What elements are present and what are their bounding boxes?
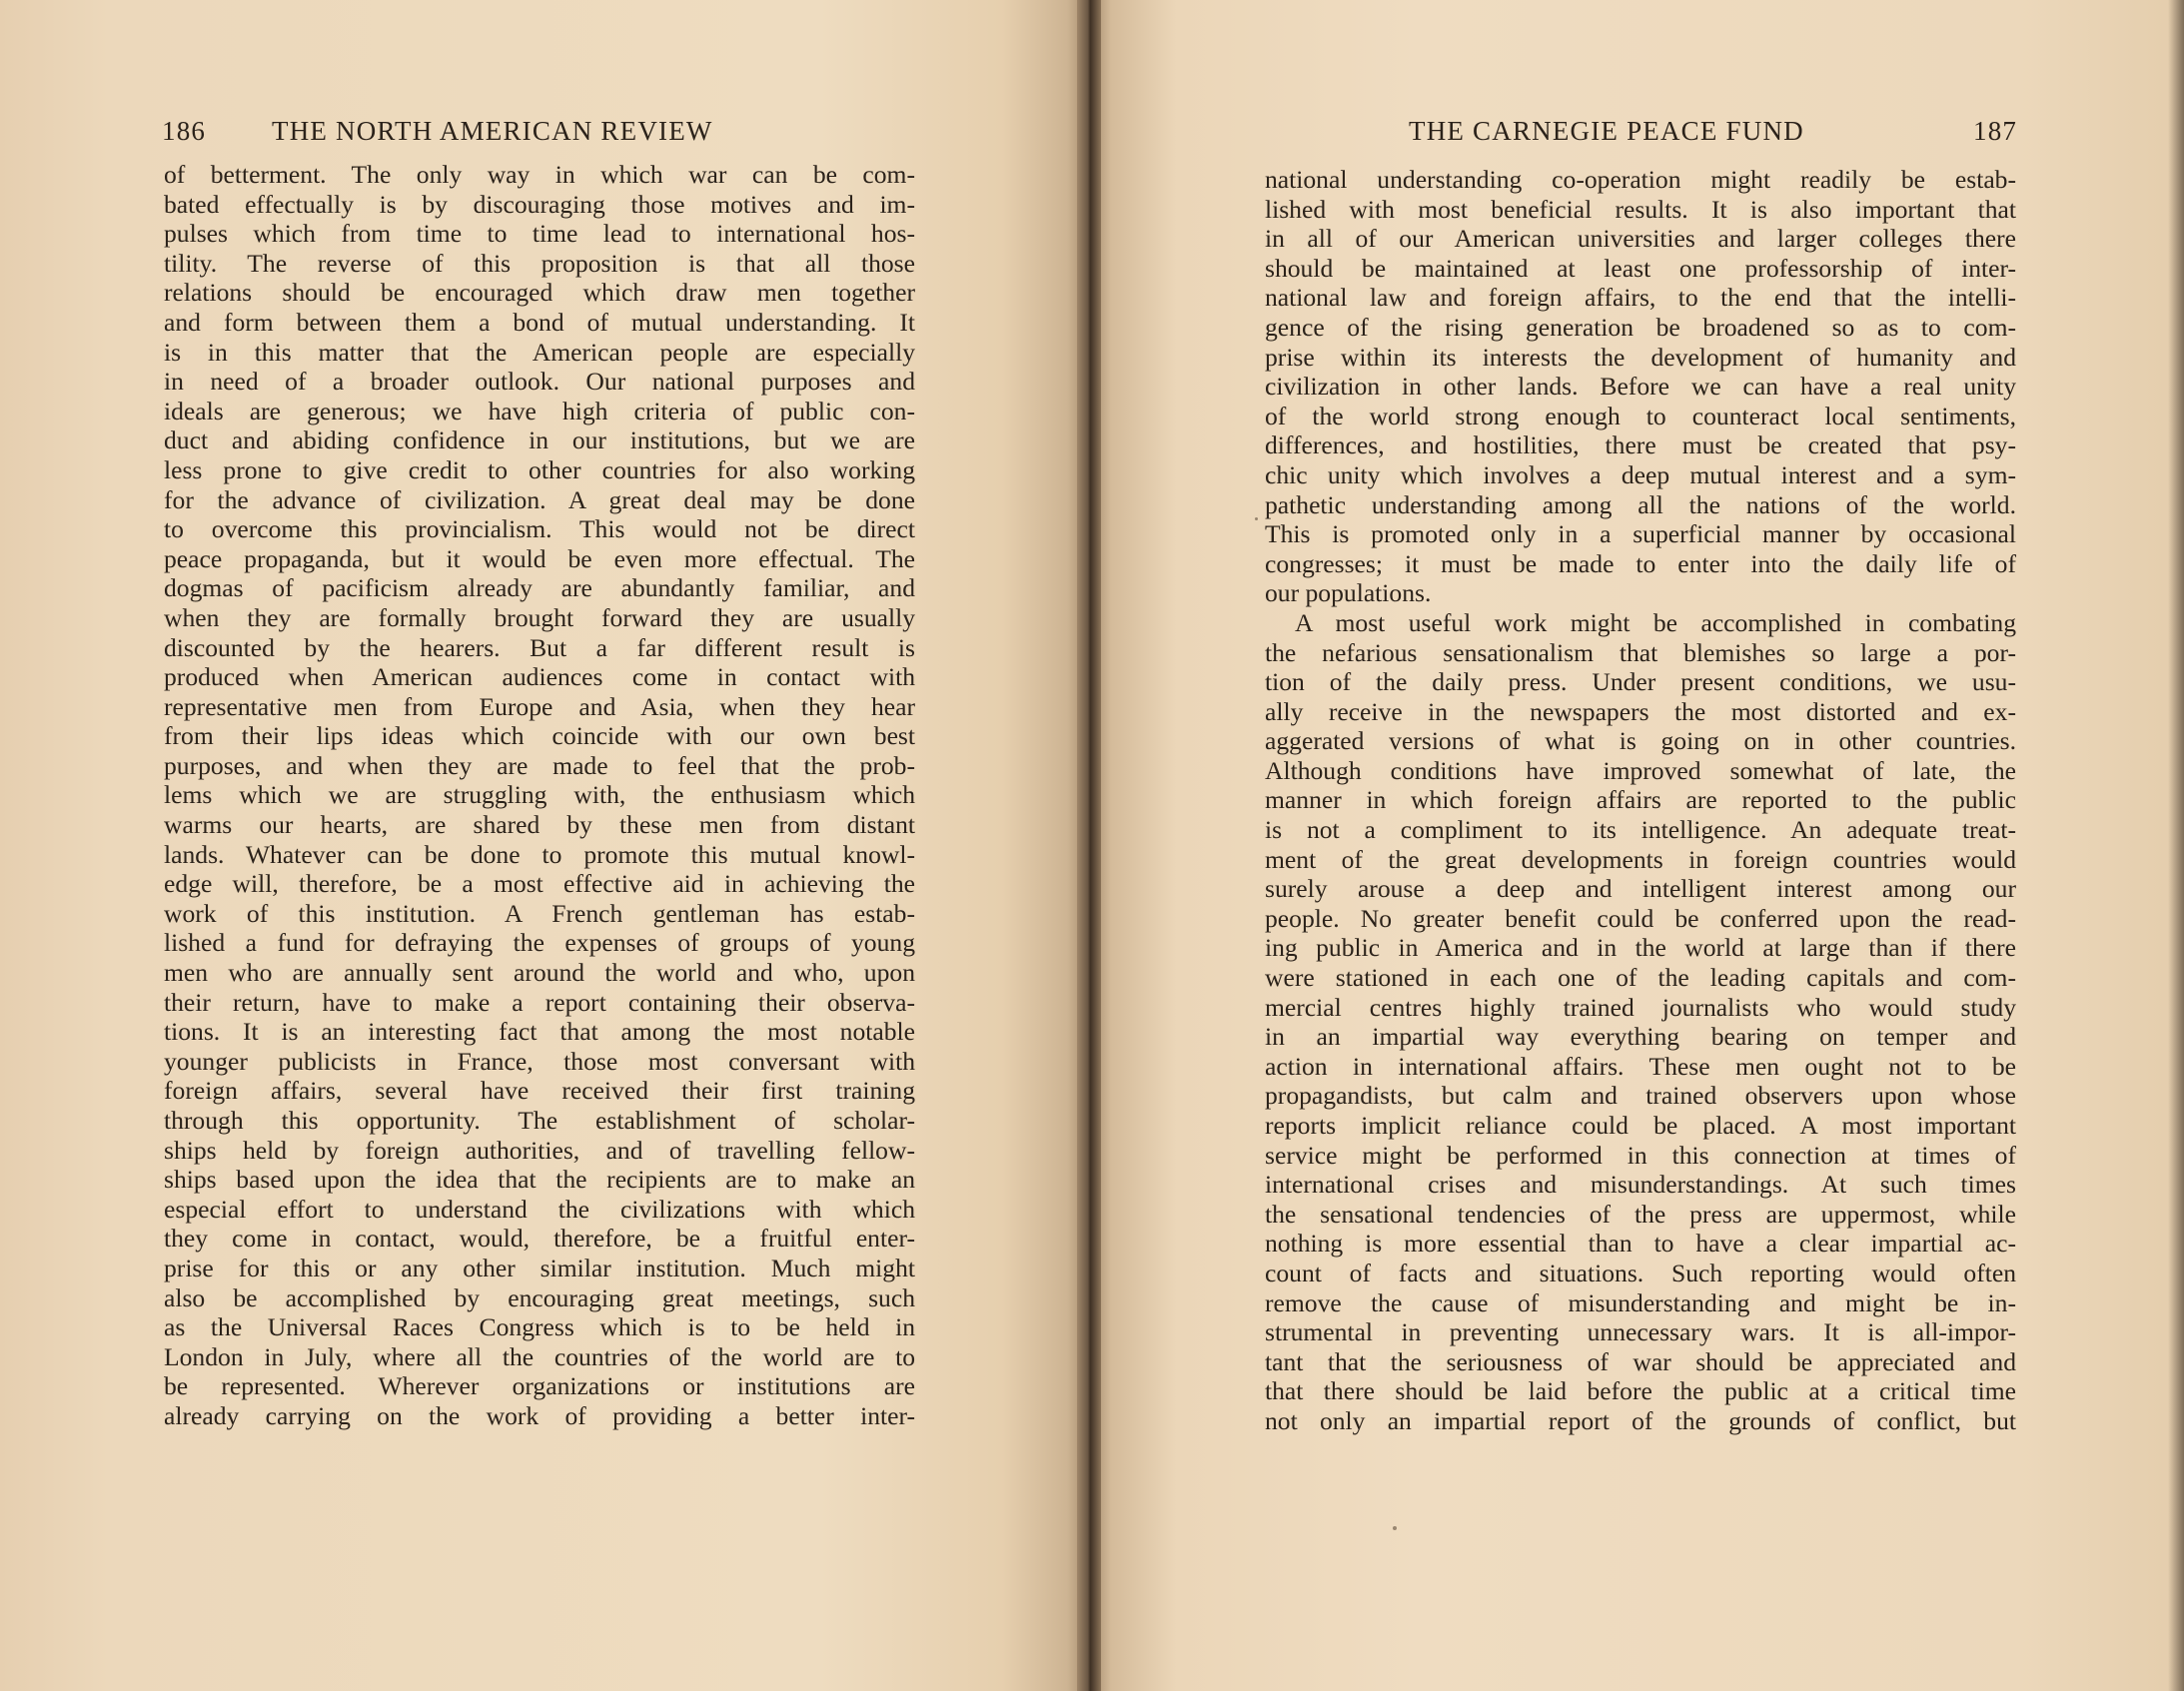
text-line: This is promoted only in a superficial manner by occasional xyxy=(1265,519,2016,549)
text-line: bated effectually is by discouraging those motives and im- xyxy=(164,189,915,219)
text-line: to overcome this provincialism. This would not be direct xyxy=(164,514,915,544)
text-line: pulses which from time to time lead to international hos- xyxy=(164,219,915,249)
paper-speck xyxy=(1255,517,1258,520)
text-line: lems which we are struggling with, the enthusiasm which xyxy=(164,780,915,810)
running-head: THE NORTH AMERICAN REVIEW xyxy=(272,116,713,146)
text-line: men who are annually sent around the world and who, upon xyxy=(164,958,915,988)
text-line: of the world strong enough to counteract local sentiments, xyxy=(1265,401,2016,430)
text-line: the sensational tendencies of the press are uppermost, while xyxy=(1265,1199,2016,1229)
text-line: tions. It is an interesting fact that among the most notable xyxy=(164,1017,915,1047)
text-line: manner in which foreign affairs are reported to the public xyxy=(1265,785,2016,815)
text-line: ing public in America and in the world at large than if there xyxy=(1265,933,2016,963)
text-line: London in July, where all the countries of the world are to xyxy=(164,1341,915,1371)
text-line: pathetic understanding among all the nations of the world. xyxy=(1265,489,2016,519)
left-page xyxy=(0,0,1089,1691)
text-line: action in international affairs. These men ought not to be xyxy=(1265,1051,2016,1081)
text-line: international crises and misunderstandings. At such times xyxy=(1265,1170,2016,1200)
text-line: discounted by the hearers. But a far different result is xyxy=(164,632,915,662)
text-line: especial effort to understand the civilizations with which xyxy=(164,1194,915,1224)
text-line: is in this matter that the American people are especially xyxy=(164,337,915,367)
text-line: national understanding co-operation might readily be estab- xyxy=(1265,165,2016,194)
text-line: our populations. xyxy=(1265,578,1432,608)
text-line: produced when American audiences come in contact with xyxy=(164,662,915,692)
text-line: A most useful work might be accomplished in combating xyxy=(1295,607,2016,637)
text-line: representative men from Europe and Asia, when they hear xyxy=(164,691,915,721)
text-line: that there should be laid before the public at a critical time xyxy=(1265,1376,2016,1406)
text-line: is not a compliment to its intelligence. An adequate treat- xyxy=(1265,815,2016,845)
text-line: count of facts and situations. Such reporting would often xyxy=(1265,1258,2016,1287)
text-line: less prone to give credit to other countries for also working xyxy=(164,454,915,484)
text-line: tant that the seriousness of war should be appreciated and xyxy=(1265,1346,2016,1376)
text-line: peace propaganda, but it would be even more effectual. The xyxy=(164,543,915,573)
text-line: and form between them a bond of mutual understanding. It xyxy=(164,307,915,337)
text-line: already carrying on the work of providing a better inter- xyxy=(164,1400,915,1430)
text-line: service might be performed in this connection at times of xyxy=(1265,1140,2016,1170)
running-head: THE CARNEGIE PEACE FUND xyxy=(1409,116,1804,146)
text-line: ideals are generous; we have high criteria of public con- xyxy=(164,396,915,425)
text-line: relations should be encouraged which draw men together xyxy=(164,278,915,308)
text-line: reports implicit reliance could be placed. A most important xyxy=(1265,1111,2016,1140)
text-line: tility. The reverse of this proposition is that all those xyxy=(164,248,915,278)
text-line: were stationed in each one of the leading capitals and com- xyxy=(1265,963,2016,993)
text-line: Although conditions have improved somewhat of late, the xyxy=(1265,755,2016,785)
text-line: ships based upon the idea that the recipients are to make an xyxy=(164,1165,915,1195)
text-line: edge will, therefore, be a most effective aid in achieving the xyxy=(164,869,915,899)
text-line: ment of the great developments in foreign countries would xyxy=(1265,844,2016,874)
text-line: their return, have to make a report containing their observa- xyxy=(164,987,915,1017)
text-line: warms our hearts, are shared by these men from distant xyxy=(164,810,915,840)
text-line: of betterment. The only way in which war can be com- xyxy=(164,160,915,189)
text-line: ships held by foreign authorities, and of travelling fellow- xyxy=(164,1135,915,1165)
text-line: younger publicists in France, those most conversant with xyxy=(164,1046,915,1076)
text-line: prise within its interests the development of humanity and xyxy=(1265,342,2016,372)
text-line: ally receive in the newspapers the most distorted and ex- xyxy=(1265,696,2016,726)
text-line: in all of our American universities and larger colleges there xyxy=(1265,224,2016,254)
text-line: lished with most beneficial results. It is also important that xyxy=(1265,194,2016,224)
text-line: not only an impartial report of the grounds of conflict, but xyxy=(1265,1405,2016,1435)
text-line: aggerated versions of what is going on in other countries. xyxy=(1265,726,2016,756)
text-line: foreign affairs, several have received their first training xyxy=(164,1076,915,1106)
page-number: 186 xyxy=(162,116,207,146)
text-line: congresses; it must be made to enter into the daily life of xyxy=(1265,548,2016,578)
text-line: differences, and hostilities, there must be created that psy- xyxy=(1265,430,2016,460)
text-line: for the advance of civilization. A great deal may be done xyxy=(164,484,915,514)
text-line: through this opportunity. The establishment of scholar- xyxy=(164,1106,915,1135)
text-line: gence of the rising generation be broadened so as to com- xyxy=(1265,312,2016,342)
text-line: surely arouse a deep and intelligent interest among our xyxy=(1265,874,2016,904)
text-line: should be maintained at least one professorship of inter- xyxy=(1265,253,2016,283)
text-line: also be accomplished by encouraging great meetings, such xyxy=(164,1282,915,1312)
text-line: they come in contact, would, therefore, be a fruitful enter- xyxy=(164,1224,915,1254)
text-line: dogmas of pacificism already are abundantly familiar, and xyxy=(164,573,915,603)
text-line: duct and abiding confidence in our institutions, but we are xyxy=(164,425,915,455)
body-text xyxy=(1265,165,2016,1436)
text-line: in an impartial way everything bearing on temper and xyxy=(1265,1022,2016,1052)
text-line: remove the cause of misunderstanding and might be in- xyxy=(1265,1287,2016,1317)
paper-speck xyxy=(1393,1526,1397,1530)
text-line: prise for this or any other similar institution. Much might xyxy=(164,1253,915,1282)
text-line: civilization in other lands. Before we can have a real unity xyxy=(1265,372,2016,402)
text-line: people. No greater benefit could be conferred upon the read- xyxy=(1265,903,2016,933)
text-line: work of this institution. A French gentleman has estab- xyxy=(164,898,915,928)
text-line: as the Universal Races Congress which is to be held in xyxy=(164,1312,915,1342)
body-text xyxy=(164,160,915,1431)
text-line: strumental in preventing unnecessary wars. It is all-impor- xyxy=(1265,1317,2016,1347)
text-line: tion of the daily press. Under present conditions, we usu- xyxy=(1265,667,2016,697)
text-line: be represented. Wherever organizations or institutions are xyxy=(164,1371,915,1401)
page-number: 187 xyxy=(1973,116,2018,146)
text-line: when they are formally brought forward they are usually xyxy=(164,602,915,632)
text-line: in need of a broader outlook. Our national purposes and xyxy=(164,367,915,397)
text-line: the nefarious sensationalism that blemishes so large a por- xyxy=(1265,637,2016,667)
text-line: from their lips ideas which coincide with our own best xyxy=(164,721,915,751)
text-line: mercial centres highly trained journalists who would study xyxy=(1265,992,2016,1022)
text-line: national law and foreign affairs, to the end that the intelli- xyxy=(1265,283,2016,313)
text-line: lished a fund for defraying the expenses of groups of young xyxy=(164,928,915,958)
text-line: lands. Whatever can be done to promote this mutual knowl- xyxy=(164,839,915,869)
text-line: propagandists, but calm and trained observers upon whose xyxy=(1265,1081,2016,1111)
text-line: purposes, and when they are made to feel that the prob- xyxy=(164,750,915,780)
right-page xyxy=(1089,0,2184,1691)
text-line: chic unity which involves a deep mutual interest and a sym- xyxy=(1265,459,2016,489)
text-line: nothing is more essential than to have a clear impartial ac- xyxy=(1265,1229,2016,1259)
book-gutter xyxy=(1077,0,1101,1691)
